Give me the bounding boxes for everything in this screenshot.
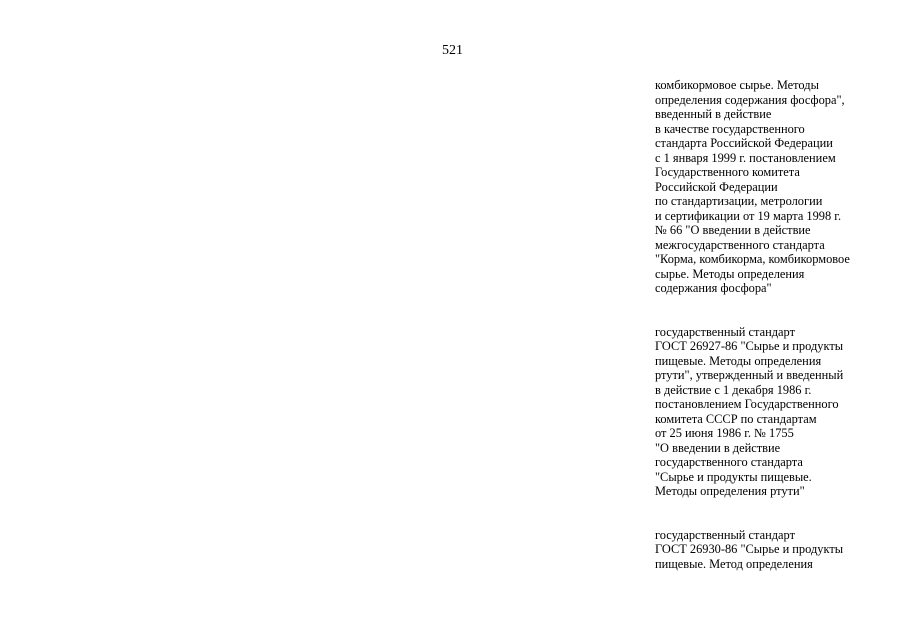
- text-line: сырье. Методы определения: [655, 266, 805, 281]
- text-line: государственный стандарт: [655, 324, 795, 339]
- text-line: № 66 "О введении в действие: [655, 223, 811, 237]
- page-number: 521: [442, 43, 463, 58]
- text-line: от 25 июня 1986 г. № 1755: [655, 426, 794, 440]
- text-line: постановлением Государственного: [655, 397, 839, 411]
- text-line: с 1 января 1999 г. постановлением: [655, 150, 836, 165]
- text-block-phosphorus-standard: [655, 78, 900, 296]
- text-line: Российской Федерации: [655, 179, 778, 194]
- text-line: пищевые. Методы определения: [655, 353, 822, 368]
- text-line: введенный в действие: [655, 107, 772, 121]
- text-line: пищевые. Метод определения: [655, 556, 813, 571]
- text-line: "Корма, комбикорма, комбикормовое: [655, 252, 850, 266]
- text-line: содержания фосфора": [655, 281, 772, 295]
- text-line: "О введении в действие: [655, 440, 781, 455]
- text-block-gost-26927-86: [655, 325, 900, 499]
- text-line: по стандартизации, метрологии: [655, 194, 823, 208]
- text-line: стандарта Российской Федерации: [655, 136, 833, 150]
- text-line: "Сырье и продукты пищевые.: [655, 469, 812, 484]
- text-line: в качестве государственного: [655, 121, 805, 136]
- text-line: Методы определения ртути": [655, 484, 805, 498]
- document-text-column: [655, 78, 900, 600]
- text-line: Государственного комитета: [655, 165, 800, 179]
- text-line: ртути", утвержденный и введенный: [655, 368, 844, 382]
- text-line: комбикормовое сырье. Методы: [655, 78, 819, 92]
- text-block-gost-26930-86: [655, 528, 900, 572]
- text-line: в действие с 1 декабря 1986 г.: [655, 382, 812, 397]
- text-line: и сертификации от 19 марта 1998 г.: [655, 208, 842, 223]
- text-line: межгосударственного стандарта: [655, 237, 825, 252]
- text-line: определения содержания фосфора",: [655, 92, 845, 107]
- text-line: государственного стандарта: [655, 455, 803, 469]
- text-line: ГОСТ 26930-86 "Сырье и продукты: [655, 542, 844, 556]
- text-line: комитета СССР по стандартам: [655, 411, 817, 426]
- text-line: ГОСТ 26927-86 "Сырье и продукты: [655, 339, 844, 353]
- text-line: государственный стандарт: [655, 527, 795, 542]
